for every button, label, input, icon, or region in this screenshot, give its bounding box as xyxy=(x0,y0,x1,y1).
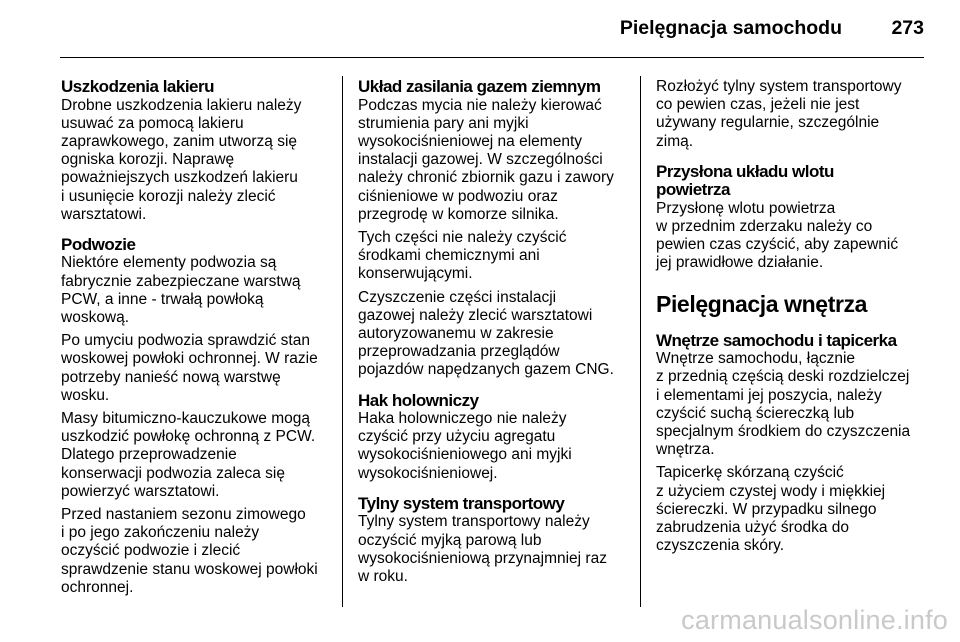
column-divider-2 xyxy=(640,76,641,607)
section-heading: Uszkodzenia lakieru xyxy=(61,77,215,96)
page-number: 273 xyxy=(891,17,924,39)
section-air-intake-shutter xyxy=(656,163,930,273)
paragraph: Przysłonę wlotu powietrza w przednim zderzaku należy co pewien czas czyścić, aby zapewnić jej prawidłowe działanie. xyxy=(656,199,899,272)
section-underbody xyxy=(61,236,331,597)
paragraph: Niektóre elementy podwozia są fabrycznie zabezpieczane warstwą PCW, a inne - trwałą powłoką woskową. xyxy=(61,254,301,327)
section-interior-upholstery xyxy=(656,332,930,556)
paragraph: Tych części nie należy czyścić środkami chemicznymi ani konserwującymi. xyxy=(358,228,567,283)
section-heading: Wnętrze samochodu i tapicerka xyxy=(656,330,897,350)
chapter-title: Pielęgnacja samochodu xyxy=(619,17,842,39)
paragraph: Po umyciu podwozia sprawdzić stan woskowej powłoki ochronnej. W razie potrzeby nanieść nową warstwę wosku. xyxy=(61,332,318,404)
section-towing-hitch xyxy=(358,392,630,483)
paragraph: Masy bitumiczno-kauczukowe mogą uszkodzić powłokę ochronną z PCW. Dlatego przeprowadzenie konserwacji podwozia zaleca się powierzyć warsztatowi. xyxy=(61,410,316,500)
watermark: carmanualsonline.info xyxy=(681,605,948,635)
section-rear-carrier xyxy=(358,495,630,586)
section-heading: Hak holowniczy xyxy=(358,390,479,410)
paragraph: Czyszczenie części instalacji gazowej należy zlecić warsztatowi autoryzowanemu w zakresie przeprowadzania przeglądów pojazdów napędzanych gazem CNG. xyxy=(358,288,614,379)
column-divider-1 xyxy=(342,76,343,607)
paragraph: Drobne uszkodzenia lakieru należy usuwać za pomocą lakieru zaprawkowego, zanim utworzą się ogniska korozji. Naprawę poważniejszych uszkodzeń lakieru i usunięcie korozji należy zlecić warsztatowi. xyxy=(61,96,302,223)
column-2 xyxy=(358,78,630,591)
major-heading: Pielęgnacja wnętrza xyxy=(656,290,867,317)
column-3 xyxy=(656,78,930,560)
section-heading: Układ zasilania gazem ziemnym xyxy=(358,77,601,96)
paragraph: Podczas mycia nie należy kierować strumienia pary ani myjki wysokociśnieniowej na elementy instalacji gazowej. W szczególności należy chronić zbiornik gazu i zawory ciśnieniowe w podwoziu oraz przegrodę w komorze silnika. xyxy=(358,96,614,223)
page-header xyxy=(0,0,960,58)
section-heading: Tylny system transportowy xyxy=(358,493,565,513)
section-natural-gas-system xyxy=(358,78,630,380)
section-rear-carrier-continued xyxy=(656,78,930,151)
paragraph: Rozłożyć tylny system transportowy co pewien czas, jeżeli nie jest używany regularnie, szczególnie zimą. xyxy=(656,78,902,150)
header-rule xyxy=(60,57,924,58)
section-heading: Podwozie xyxy=(61,234,136,254)
paragraph: Wnętrze samochodu, łącznie z przednią częścią deski rozdzielczej i elementami jej poszycia, należy czyścić suchą ściereczką lub specjalnym środkiem do czyszczenia wnętrza. xyxy=(656,350,911,459)
paragraph: Haka holowniczego nie należy czyścić przy użyciu agregatu wysokociśnieniowego ani myjki wysokociśnieniowej. xyxy=(358,410,572,482)
section-heading: Przysłona układu wlotu powietrza xyxy=(656,161,834,200)
section-paint-damage xyxy=(61,78,331,224)
paragraph: Tapicerkę skórzaną czyścić z użyciem czystej wody i miękkiej ściereczki. W przypadku silnego zabrudzenia użyć środka do czyszczenia skóry. xyxy=(656,464,886,555)
paragraph: Przed nastaniem sezonu zimowego i po jego zakończeniu należy oczyścić podwozie i zlecić sprawdzenie stanu woskowej powłoki ochronnej. xyxy=(61,506,318,596)
paragraph: Tylny system transportowy należy oczyścić myjką parową lub wysokociśnieniową przynajmniej raz w roku. xyxy=(358,513,607,585)
column-1 xyxy=(61,78,331,602)
